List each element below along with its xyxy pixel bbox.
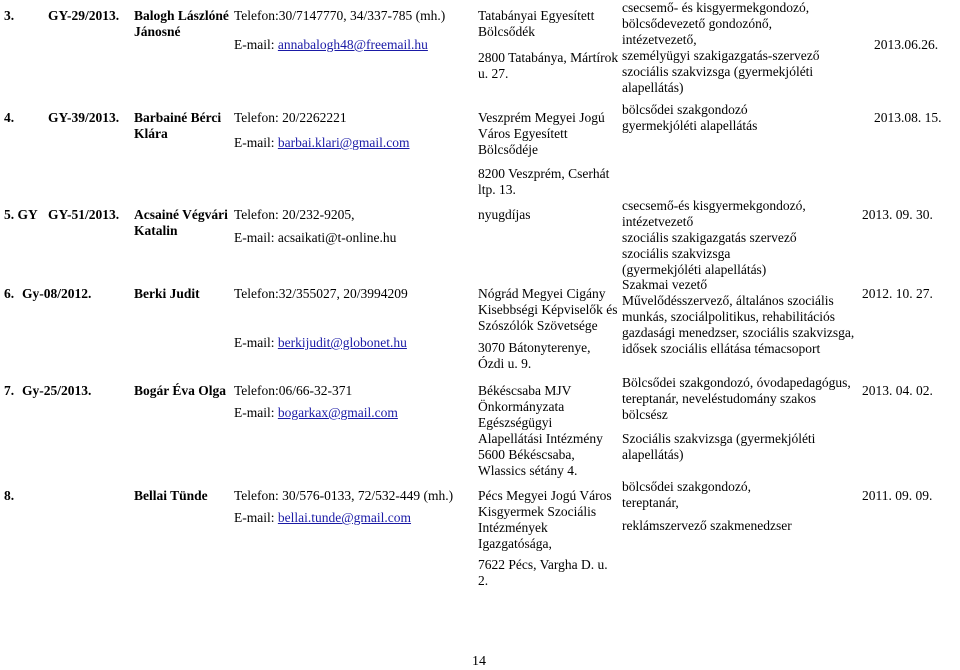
qual-line: idősek szociális ellátása témacsoport [622, 341, 821, 356]
registration-id: Gy-08/2012. [22, 286, 92, 301]
org-line: Kisebbségi Képviselők és [478, 302, 618, 317]
row-number: 4. [4, 110, 15, 125]
email-label: E-mail: [234, 510, 275, 525]
date: 2013.08. 15. [874, 110, 942, 125]
person-name: Acsainé Végvári Katalin [134, 207, 228, 238]
person-name: Berki Judit [134, 286, 200, 301]
email-label: E-mail: [234, 37, 275, 52]
address-line: 7622 Pécs, Vargha D. u. [478, 557, 608, 572]
phone: Telefon:32/355027, 20/3994209 [234, 286, 408, 301]
org-line: Tatabányai Egyesített [478, 8, 595, 23]
organization [478, 488, 612, 552]
org-line: Igazgatósága, [478, 536, 552, 551]
address-line: Ózdi u. 9. [478, 356, 532, 371]
date: 2013. 09. 30. [862, 207, 933, 222]
date: 2011. 09. 09. [862, 488, 933, 503]
address-line: 3070 Bátonyterenye, [478, 340, 591, 355]
organization [478, 207, 531, 223]
qual-line: bölcsődei szakgondozó, [622, 479, 751, 494]
email-link[interactable]: barbai.klari@gmail.com [277, 135, 410, 150]
person-name: Balogh Lászlóné Jánosné [134, 8, 229, 39]
address [478, 340, 590, 372]
email-link[interactable]: berkijudit@globonet.hu [277, 335, 407, 350]
email-label: E-mail: [234, 230, 275, 245]
org-line: Nógrád Megyei Cigány [478, 286, 606, 301]
phone: Telefon: 20/232-9205, [234, 207, 355, 222]
address [478, 50, 618, 82]
qual-line: bölcsődevezető gondozónő, [622, 16, 772, 31]
qual-line: alapellátás) [622, 80, 684, 95]
qual-line: intézetvezető, [622, 32, 697, 47]
qualifications [622, 277, 854, 357]
org-line: Egészségügyi [478, 415, 553, 430]
qualifications [622, 102, 757, 134]
qual-line: szociális szakvizsga (gyermekjóléti [622, 64, 814, 79]
address-line: 2800 Tatabánya, Mártírok [478, 50, 619, 65]
org-line: Intézmények [478, 520, 548, 535]
person-name: Bellai Tünde [134, 488, 208, 503]
org-line: Szószólók Szövetsége [478, 318, 598, 333]
qualifications [622, 479, 751, 511]
address-line: 2. [478, 573, 489, 588]
org-line: Bölcsődék [478, 24, 535, 39]
qual-line: reklámszervező szakmenedzser [622, 518, 792, 533]
id-prefix: GY [17, 207, 38, 222]
row-number: 3. [4, 8, 15, 23]
email-line [234, 230, 396, 246]
qual-line: intézetvezető [622, 214, 694, 229]
email-label: E-mail: [234, 335, 275, 350]
qual-line: csecsemő-és kisgyermekgondozó, [622, 198, 806, 213]
qual-line: szociális szakvizsga [622, 246, 731, 261]
org-line: 5600 Békéscsaba, [478, 447, 575, 462]
organization [478, 110, 605, 158]
qual-line: bölcsész [622, 407, 668, 422]
email-line [234, 335, 407, 351]
qual-line: gyermekjóléti alapellátás [622, 118, 758, 133]
row-number: 6. [4, 286, 15, 301]
registration-id: GY-39/2013. [48, 110, 120, 125]
page-number: 14 [472, 654, 486, 669]
email-link[interactable]: bellai.tunde@gmail.com [277, 510, 412, 525]
org-line: Önkormányzata [478, 399, 565, 414]
qual-line: Szociális szakvizsga (gyermekjóléti [622, 431, 816, 446]
address-line: u. 27. [478, 66, 509, 81]
qual-line: munkás, szociálpolitikus, rehabilitációs [622, 309, 835, 324]
qual-line: bölcsődei szakgondozó [622, 102, 748, 117]
registration-id: GY-29/2013. [48, 8, 120, 23]
date: 2013. 04. 02. [862, 383, 933, 398]
person-name: Bogár Éva Olga [134, 383, 227, 398]
qual-line: alapellátás) [622, 447, 684, 462]
email-label: E-mail: [234, 135, 275, 150]
email-label: E-mail: [234, 405, 275, 420]
qual-line: gazdasági menedzser, szociális szakvizsga, [622, 325, 855, 340]
qualifications [622, 0, 820, 96]
date: 2013.06.26. [874, 37, 939, 52]
email-line [234, 510, 411, 526]
registration-id: GY-51/2013. [48, 207, 120, 222]
address [478, 166, 609, 198]
org-line: Békéscsaba MJV [478, 383, 572, 398]
org-line: Kisgyermek Szociális [478, 504, 597, 519]
qual-line: személyügyi szakigazgatás-szervező [622, 48, 820, 63]
qual-line: szociális szakigazgatás szervező [622, 230, 797, 245]
email-link[interactable]: bogarkax@gmail.com [277, 405, 398, 420]
org-line: Város Egyesített [478, 126, 568, 141]
date: 2012. 10. 27. [862, 286, 933, 301]
org-line: Pécs Megyei Jogú Város [478, 488, 612, 503]
org-line: Wlassics sétány 4. [478, 463, 578, 478]
org-line: Bölcsődéje [478, 142, 538, 157]
qual-line: tereptanár, [622, 495, 679, 510]
phone: Telefon:06/66-32-371 [234, 383, 353, 398]
org-line: Veszprém Megyei Jogú [478, 110, 605, 125]
qualifications [622, 375, 851, 423]
org-line: Alapellátási Intézmény [478, 431, 603, 446]
row-number: 7. [4, 383, 15, 398]
email-text: acsaikati@t-online.hu [277, 230, 397, 245]
qual-line: csecsemő- és kisgyermekgondozó, [622, 0, 810, 15]
phone: Telefon:30/7147770, 34/337-785 (mh.) [234, 8, 446, 23]
row-number: 8. [4, 488, 15, 503]
person-name: Barbainé Bérci Klára [134, 110, 222, 141]
organization [478, 383, 603, 479]
registration-id: Gy-25/2013. [22, 383, 92, 398]
email-line [234, 405, 398, 421]
address [478, 557, 608, 589]
email-line [234, 135, 410, 151]
qual-line: Szakmai vezető [622, 277, 708, 292]
phone: Telefon: 30/576-0133, 72/532-449 (mh.) [234, 488, 454, 503]
row-number: 5. GY [4, 207, 38, 222]
phone: Telefon: 20/2262221 [234, 110, 347, 125]
email-line [234, 37, 428, 53]
qual-line: Bölcsődei szakgondozó, óvodapedagógus, [622, 375, 851, 390]
address-line: 8200 Veszprém, Cserhát [478, 166, 610, 181]
qualifications [622, 198, 806, 278]
organization [478, 8, 594, 40]
qual-line: (gyermekjóléti alapellátás) [622, 262, 767, 277]
qual-line: Művelődésszervező, általános szociális [622, 293, 834, 308]
address-line: ltp. 13. [478, 182, 516, 197]
organization [478, 286, 617, 334]
email-link[interactable]: annabalogh48@freemail.hu [277, 37, 428, 52]
qual-line: tereptanár, neveléstudomány szakos [622, 391, 817, 406]
qualifications-extra [622, 431, 815, 463]
org-line: nyugdíjas [478, 207, 531, 222]
qualifications-extra [622, 518, 792, 534]
